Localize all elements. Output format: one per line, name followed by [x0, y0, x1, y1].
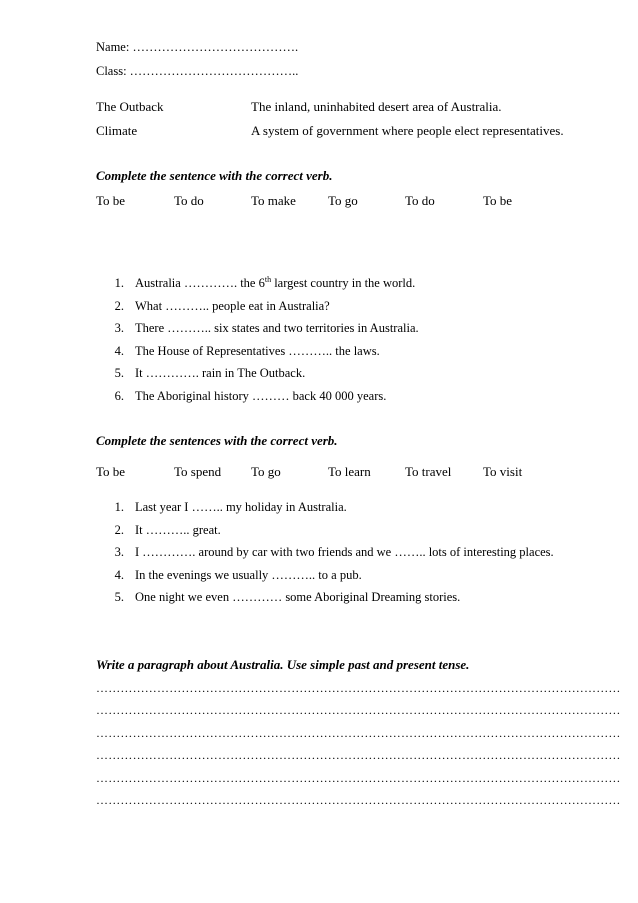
- verb-option: To spend: [174, 464, 222, 479]
- item-text: What ……….. people eat in Australia?: [135, 299, 330, 313]
- class-field[interactable]: Class: …………………………………..: [96, 64, 299, 78]
- verb-option: To do: [405, 193, 435, 208]
- definition-text: A system of government where people elect representatives.: [251, 123, 564, 138]
- item-number: 3.: [114, 545, 124, 559]
- definition-term: Climate: [96, 123, 138, 138]
- item-number: 1.: [114, 500, 124, 514]
- writing-line[interactable]: …………………………………………………………………………………………………………………: [96, 748, 621, 762]
- item-number: 4.: [114, 568, 124, 582]
- item-text: I …………. around by car with two friends and we …….. lots of interesting places.: [135, 545, 554, 559]
- item-number: 4.: [114, 344, 124, 358]
- verb-option: To go: [328, 193, 358, 208]
- verb-option: To be: [96, 464, 126, 479]
- item-number: 6.: [114, 389, 124, 403]
- verb-option: To go: [251, 464, 281, 479]
- definition-text: The inland, uninhabited desert area of Australia.: [251, 99, 502, 114]
- item-text: The House of Representatives ……….. the laws.: [135, 344, 380, 358]
- definition-term: The Outback: [96, 99, 164, 114]
- writing-line[interactable]: …………………………………………………………………………………………………………………: [96, 681, 621, 695]
- verb-option: To learn: [328, 464, 371, 479]
- item-number: 2.: [114, 523, 124, 537]
- item-number: 1.: [114, 276, 124, 290]
- exercise-2-heading: Complete the sentences with the correct verb.: [96, 433, 338, 448]
- item-text: It …………. rain in The Outback.: [135, 366, 306, 380]
- item-text: Australia …………. the 6th largest country in the world.: [135, 274, 416, 290]
- verb-option: To be: [96, 193, 126, 208]
- item-number: 2.: [114, 299, 124, 313]
- verb-option: To visit: [483, 464, 523, 479]
- writing-line[interactable]: …………………………………………………………………………………………………………………: [96, 771, 621, 785]
- verb-option: To do: [174, 193, 204, 208]
- item-number: 3.: [114, 321, 124, 335]
- verb-option: To make: [251, 193, 296, 208]
- writing-line[interactable]: …………………………………………………………………………………………………………………: [96, 793, 621, 807]
- exercise-1-heading: Complete the sentence with the correct verb.: [96, 168, 333, 183]
- item-number: 5.: [114, 590, 124, 604]
- item-text: Last year I …….. my holiday in Australia.: [135, 500, 347, 514]
- writing-line[interactable]: …………………………………………………………………………………………………………………: [96, 726, 621, 740]
- item-text: The Aboriginal history ……… back 40 000 years.: [135, 389, 387, 403]
- item-text: One night we even ………… some Aboriginal Dreaming stories.: [135, 590, 461, 604]
- name-field[interactable]: Name: ………………………………….: [96, 40, 299, 54]
- item-number: 5.: [114, 366, 124, 380]
- item-text: It ……….. great.: [135, 523, 221, 537]
- exercise-3-heading: Write a paragraph about Australia. Use simple past and present tense.: [96, 657, 470, 672]
- writing-line[interactable]: …………………………………………………………………………………………………………………: [96, 703, 621, 717]
- verb-option: To travel: [405, 464, 452, 479]
- verb-option: To be: [483, 193, 513, 208]
- item-text: There ……….. six states and two territories in Australia.: [135, 321, 419, 335]
- item-text: In the evenings we usually ……….. to a pub.: [135, 568, 362, 582]
